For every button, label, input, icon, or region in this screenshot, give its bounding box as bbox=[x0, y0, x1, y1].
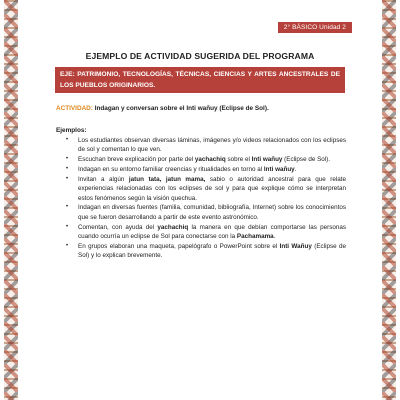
list-item: • Comentan, con ayuda del yachachiq la manera en que debían comportarse las personas cuando ocurría un eclipse de Sol para conectarse con la Pachamama. bbox=[66, 223, 347, 241]
page-title: EJEMPLO DE ACTIVIDAD SUGERIDA DEL PROGRAMA bbox=[85, 51, 315, 61]
bullet-icon: • bbox=[66, 242, 69, 249]
eje-banner: EJE: PATRIMONIO, TECNOLOGÍAS, TÉCNICAS, CIENCIAS Y ARTES ANCESTRALES DE LOS PUEBLOS ORIGINARIOS. bbox=[55, 67, 345, 93]
list-item: • Indagan en diversas fuentes (familia, comunidad, bibliografía, Internet) sobre los conocimientos que se fueron desarrollando a partir de este evento astronómico. bbox=[66, 204, 346, 221]
bullet-icon: • bbox=[66, 175, 69, 182]
bullet-icon: • bbox=[66, 204, 69, 211]
activity-text: Indagan y conversan sobre el Inti wañuy (Eclipse de Sol). bbox=[94, 105, 269, 112]
activity-line bbox=[56, 105, 346, 112]
list-item: • Invitan a algún jatun tata, jatun mama, sabio o autoridad ancestral para que relate experiencias relacionadas con los eclipses de sol y para que explique cómo se interpretan estos fenómenos según la visión quechua. bbox=[66, 175, 346, 202]
activity-label: ACTIVIDAD: bbox=[56, 105, 93, 112]
list-item: • En grupos elaboran una maqueta, papelógrafo o PowerPoint sobre el Inti Wañuy (Eclipse de Sol) y lo explican brevemente. bbox=[66, 242, 346, 260]
unit-badge: 2° BÁSICO Unidad 2 bbox=[278, 22, 352, 33]
bullet-icon: • bbox=[66, 166, 69, 172]
list-item: • Los estudiantes observan diversas láminas, imágenes y/o videos relacionados con los eclipses de sol y comentan lo que ven. bbox=[66, 137, 346, 154]
bullet-icon: • bbox=[66, 156, 69, 163]
list-item: • Escuchan breve explicación por parte del yachachiq sobre el Inti wañuy (Eclipse de Sol). bbox=[66, 156, 331, 164]
bullet-icon: • bbox=[66, 223, 69, 230]
list-item: • Indagan en su entorno familiar creencias y ritualidades en torno al Inti wañuy. bbox=[66, 166, 297, 173]
bullet-icon: • bbox=[66, 137, 69, 143]
examples-heading: Ejemplos: bbox=[56, 127, 87, 134]
examples-list bbox=[56, 136, 346, 261]
